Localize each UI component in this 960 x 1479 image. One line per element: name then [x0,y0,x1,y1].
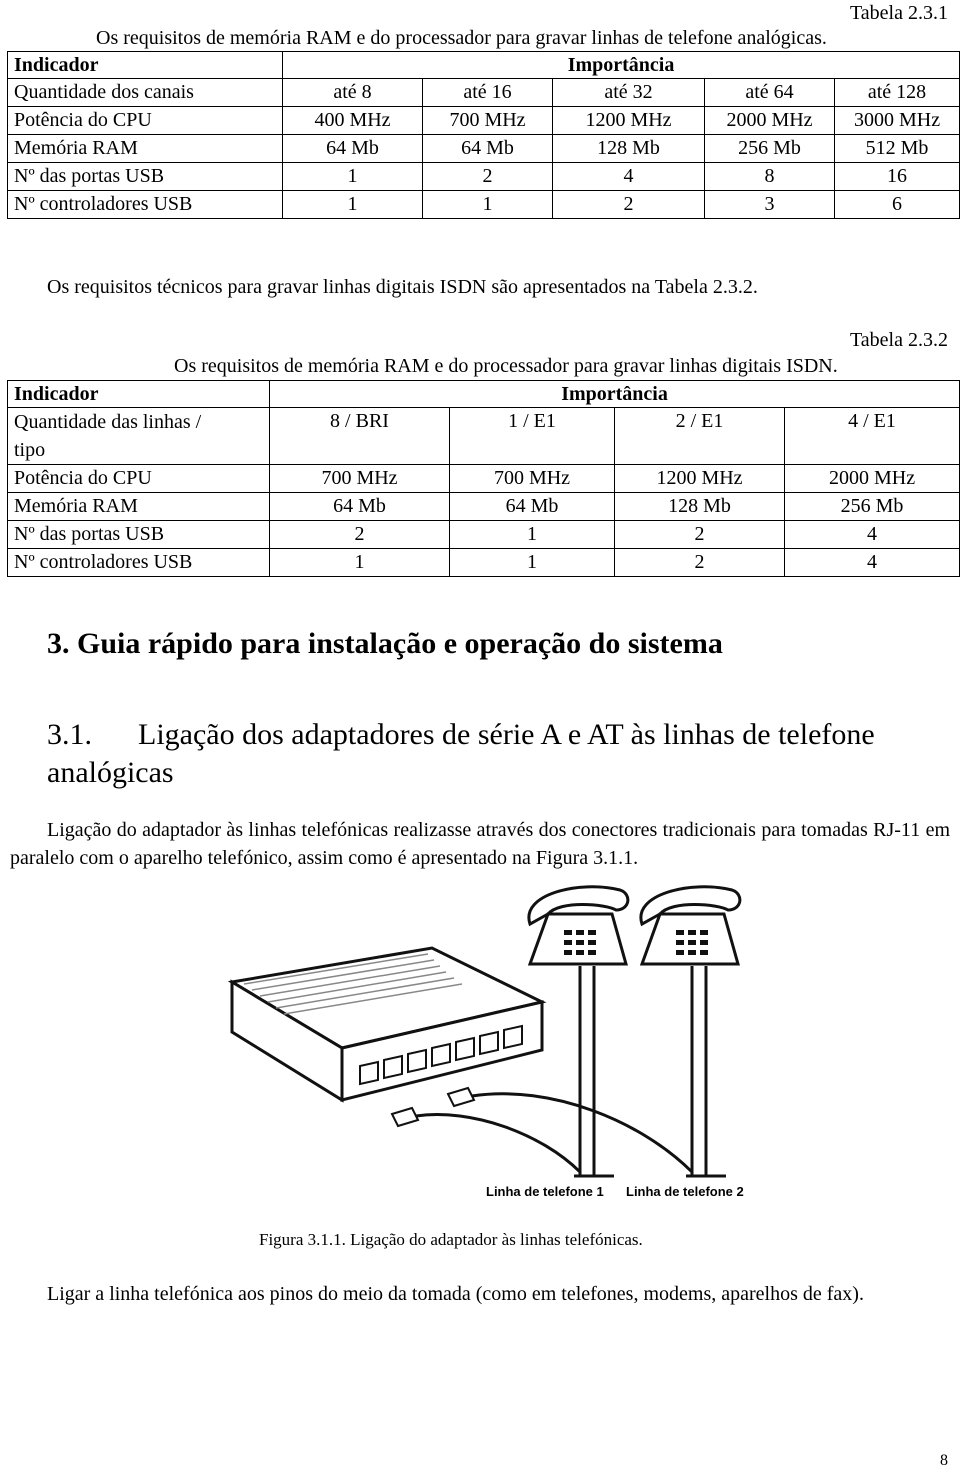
cell: 4 [553,163,705,191]
table-row [8,79,960,107]
table2-header-importance: Importância [270,381,960,408]
figure-label-line2: Linha de telefone 2 [626,1184,744,1199]
table1-header-indicator: Indicador [8,52,283,79]
table-row [8,408,960,465]
cell: 3 [705,191,835,219]
table-row [8,191,960,219]
cell: 1 [423,191,553,219]
adapter-connection-figure [222,872,762,1210]
section-3-1-heading [47,716,875,792]
section-number: 3.1. [47,718,92,751]
cell: 2 [270,521,450,549]
row-label-line2: tipo [14,439,46,461]
section-title-line1: Ligação dos adaptadores de série A e AT às linhas de telefone [138,718,875,751]
table1-header-row [8,52,960,79]
telephone-icon [529,887,628,964]
row-label [8,408,270,465]
figure-label-line1: Linha de telefone 1 [486,1184,604,1199]
isdn-paragraph: Os requisitos técnicos para gravar linhas digitais ISDN são apresentados na Tabela 2.3.2. [47,276,758,298]
telephone-icon [641,887,740,964]
cell: 1 [270,549,450,577]
cell: 700 MHz [450,465,615,493]
cell: 4 [785,521,960,549]
cell: até 16 [423,79,553,107]
cell: 64 Mb [283,135,423,163]
cell: 2 / E1 [615,408,785,465]
cell: 1 [283,163,423,191]
table2-number: Tabela 2.3.2 [849,329,948,351]
cell: 1 [283,191,423,219]
row-label: Nº das portas USB [8,521,270,549]
section-3-heading: 3. Guia rápido para instalação e operação do sistema [47,627,723,660]
figure-caption: Figura 3.1.1. Ligação do adaptador às linhas telefónicas. [259,1230,643,1249]
cell: 1200 MHz [553,107,705,135]
table1-number: Tabela 2.3.1 [849,2,948,24]
cell: 64 Mb [450,493,615,521]
row-label: Memória RAM [8,135,283,163]
table-row [8,135,960,163]
cell: 4 / E1 [785,408,960,465]
table-row [8,465,960,493]
cell: 4 [785,549,960,577]
table-row [8,521,960,549]
section-title-line2: analógicas [47,756,174,789]
cell: 64 Mb [423,135,553,163]
cell: até 32 [553,79,705,107]
row-label: Nº controladores USB [8,549,270,577]
table2 [7,380,960,577]
row-label-line1: Quantidade das linhas / [14,411,202,433]
cell: 2000 MHz [785,465,960,493]
cell: até 8 [283,79,423,107]
cell: 256 Mb [705,135,835,163]
final-paragraph: Ligar a linha telefónica aos pinos do meio da tomada (como em telefones, modems, aparelhos de fax). [47,1283,864,1305]
cell: 3000 MHz [835,107,960,135]
row-label: Nº das portas USB [8,163,283,191]
row-label: Memória RAM [8,493,270,521]
cell: 64 Mb [270,493,450,521]
cell: 256 Mb [785,493,960,521]
cell: 8 / BRI [270,408,450,465]
connection-paragraph: Ligação do adaptador às linhas telefónicas realizasse através dos conectores tradicionais para tomadas RJ-11 em paralelo com o aparelho telefónico, assim como é apresentado na Figura 3.1.1. [10,819,950,869]
cell: 128 Mb [553,135,705,163]
cell: 2 [615,549,785,577]
table-row [8,493,960,521]
row-label: Potência do CPU [8,465,270,493]
cell: 6 [835,191,960,219]
cell: 512 Mb [835,135,960,163]
cell: 2 [423,163,553,191]
table1-header-importance: Importância [283,52,960,79]
table-row [8,549,960,577]
table-row [8,107,960,135]
cell: 2000 MHz [705,107,835,135]
row-label: Quantidade dos canais [8,79,283,107]
cell: 2 [615,521,785,549]
cell: 1 [450,521,615,549]
cell: 700 MHz [423,107,553,135]
cell: 2 [553,191,705,219]
table2-caption: Os requisitos de memória RAM e do processador para gravar linhas digitais ISDN. [174,355,838,377]
row-label: Nº controladores USB [8,191,283,219]
cell: 1 / E1 [450,408,615,465]
table1-caption: Os requisitos de memória RAM e do processador para gravar linhas de telefone analógicas. [96,27,827,49]
table-row [8,163,960,191]
cell: até 128 [835,79,960,107]
table1 [7,51,960,219]
cell: 1 [450,549,615,577]
row-label: Potência do CPU [8,107,283,135]
table2-header-indicator: Indicador [8,381,270,408]
cell: 700 MHz [270,465,450,493]
cell: 128 Mb [615,493,785,521]
cell: 16 [835,163,960,191]
table2-header-row [8,381,960,408]
cell: 400 MHz [283,107,423,135]
page-number: 8 [940,1452,948,1469]
cell: 8 [705,163,835,191]
cell: até 64 [705,79,835,107]
cell: 1200 MHz [615,465,785,493]
